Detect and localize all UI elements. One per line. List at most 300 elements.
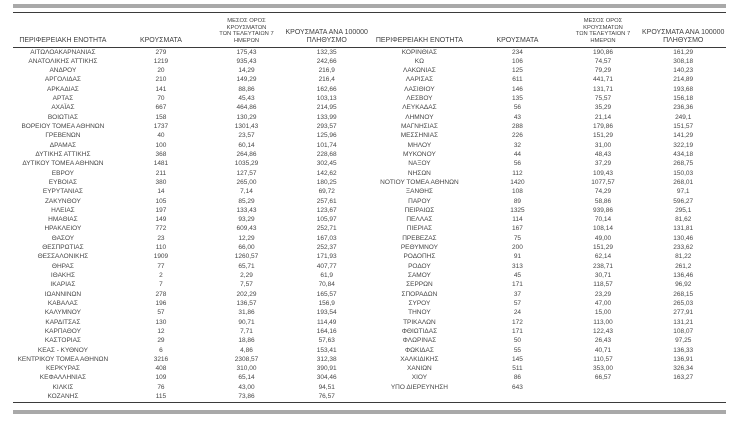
region-cell: ΛΑΚΩΝΙΑΣ xyxy=(403,67,436,75)
region-column-header: ΠΕΡΙΦΕΡΕΙΑΚΗ ΕΝΟΤΗΤΑ xyxy=(370,13,470,47)
table-row xyxy=(370,252,727,261)
per100k-header-line1: ΚΡΟΥΣΜΑΤΑ ΑΝΑ 100000 xyxy=(285,28,368,36)
avg7-cell: 1035,29 xyxy=(234,160,259,168)
per100k-cell: 193,68 xyxy=(673,85,694,93)
region-cell: ΝΑΞΟΥ xyxy=(408,160,431,168)
per100k-cell: 61,9 xyxy=(320,272,334,279)
region-column-header: ΠΕΡΙΦΕΡΕΙΑΚΗ ΕΝΟΤΗΤΑ xyxy=(13,13,113,47)
table-row xyxy=(370,103,727,112)
region-cell: ΕΥΡΥΤΑΝΙΑΣ xyxy=(42,188,83,196)
cases-cell: 1325 xyxy=(510,206,525,214)
avg7-cell: 2308,57 xyxy=(234,355,259,363)
region-cell: ΤΡΙΚΑΛΩΝ xyxy=(403,318,436,326)
avg7-header-line2: ΤΩΝ ΤΕΛΕΥΤΑΙΩΝ 7 ΗΜΕΡΩΝ xyxy=(575,31,631,44)
cases-cell: 643 xyxy=(512,383,523,391)
cases-cell: 171 xyxy=(512,281,523,289)
table-row xyxy=(370,318,727,327)
cases-cell: 313 xyxy=(512,262,523,270)
per100k-cell: 131,21 xyxy=(673,318,694,326)
table-row xyxy=(13,392,370,401)
per100k-cell: 171,93 xyxy=(316,253,337,261)
table-row xyxy=(13,75,370,84)
avg7-cell: 65,71 xyxy=(238,262,255,270)
region-cell: ΗΡΑΚΛΕΙΟΥ xyxy=(44,225,82,233)
cases-cell: 106 xyxy=(512,57,523,65)
avg7-cell: 118,57 xyxy=(593,281,613,289)
table-row xyxy=(370,355,727,364)
region-cell: ΚΕΑΣ - ΚΥΘΝΟΥ xyxy=(37,346,88,354)
per100k-cell: 114,49 xyxy=(317,318,337,326)
avg7-header-line1: ΜΕΣΟΣ ΟΡΟΣ ΚΡΟΥΣΜΑΤΩΝ xyxy=(583,18,623,31)
cases-cell: 1420 xyxy=(510,178,525,186)
avg7-cell: 35,29 xyxy=(594,104,612,112)
per100k-cell: 150,03 xyxy=(673,169,694,177)
region-cell: ΘΗΡΑΣ xyxy=(51,262,74,270)
per100k-cell: 596,27 xyxy=(673,197,694,205)
avg7-cell: 15,00 xyxy=(594,309,612,317)
region-cell: ΓΡΕΒΕΝΩΝ xyxy=(45,132,81,140)
per100k-header-line2: ΠΛΗΘΥΣΜΟ xyxy=(306,36,347,44)
table-row xyxy=(13,178,370,187)
avg7-cell: 109,43 xyxy=(593,169,613,177)
region-cell: ΑΝΔΡΟΥ xyxy=(49,67,77,75)
cases-cell: 112 xyxy=(512,169,523,177)
avg7-cell: 65,14 xyxy=(238,374,255,382)
header-row xyxy=(13,13,370,47)
per100k-header-line2: ΠΛΗΘΥΣΜΟ xyxy=(663,36,704,44)
cases-cell: 12 xyxy=(157,327,165,335)
cases-cell: 772 xyxy=(155,225,167,233)
per100k-cell: 242,66 xyxy=(316,57,337,65)
region-cell: ΚΙΛΚΙΣ xyxy=(52,383,74,391)
per100k-cell: 142,62 xyxy=(316,169,337,177)
avg7-cell: 179,86 xyxy=(593,123,613,130)
per100k-cell: 57,63 xyxy=(318,337,335,345)
cases-cell: 57 xyxy=(513,299,522,307)
per100k-cell: 140,23 xyxy=(673,67,694,75)
per100k-cell: 108,07 xyxy=(673,327,694,335)
cases-cell: 50 xyxy=(513,337,522,345)
avg7-cell: 264,86 xyxy=(236,150,257,158)
avg7-cell xyxy=(566,383,641,392)
avg7-cell: 37,29 xyxy=(594,160,612,168)
avg7-cell: 7,57 xyxy=(240,281,253,289)
table-row xyxy=(13,308,370,317)
cases-cell: 37 xyxy=(513,290,522,298)
avg7-cell: 14,29 xyxy=(238,67,255,75)
table-row xyxy=(370,290,727,299)
region-cell: ΣΑΜΟΥ xyxy=(407,272,431,279)
per100k-cell: 136,33 xyxy=(673,346,694,354)
per100k-cell: 70,84 xyxy=(318,281,335,289)
region-cell: ΘΕΣΣΑΛΟΝΙΚΗΣ xyxy=(37,253,89,261)
per100k-cell: 133,99 xyxy=(316,113,337,121)
region-cell: ΗΜΑΘΙΑΣ xyxy=(48,216,78,224)
table-row xyxy=(370,271,727,280)
regional-cases-table-frame xyxy=(13,12,726,403)
cases-cell: 109 xyxy=(155,374,167,382)
cases-cell: 77 xyxy=(157,262,165,270)
region-cell: ΜΥΚΟΝΟΥ xyxy=(402,150,436,158)
table-row xyxy=(13,252,370,261)
table-row xyxy=(13,169,370,178)
table-row xyxy=(13,47,370,57)
per100k-cell: 214,89 xyxy=(673,76,694,84)
table-row xyxy=(370,308,727,317)
table-row xyxy=(370,383,727,392)
region-cell: ΠΕΙΡΑΙΩΣ xyxy=(404,206,435,214)
cases-cell: 210 xyxy=(155,76,167,84)
region-cell: ΛΗΜΝΟΥ xyxy=(405,113,434,121)
cases-cell: 167 xyxy=(512,225,523,233)
table-row xyxy=(370,75,727,84)
avg7-cell: 58,86 xyxy=(594,197,612,205)
table-row xyxy=(370,197,727,206)
avg7-header-line2: ΤΩΝ ΤΕΛΕΥΤΑΙΩΝ 7 ΗΜΕΡΩΝ xyxy=(219,31,274,44)
avg7-cell: 136,57 xyxy=(236,299,257,307)
region-cell: ΧΙΟΥ xyxy=(411,374,428,382)
per100k-cell: 268,15 xyxy=(673,290,694,298)
region-cell: ΠΙΕΡΙΑΣ xyxy=(406,225,433,233)
avg7-cell: 75,57 xyxy=(594,95,612,103)
table-row xyxy=(370,187,727,196)
per100k-cell: 407,77 xyxy=(316,262,337,270)
per100k-cell: 81,62 xyxy=(675,216,692,224)
table-row xyxy=(370,234,727,243)
per100k-cell: 277,91 xyxy=(673,309,694,317)
table-row xyxy=(13,122,370,131)
region-cell: ΘΕΣΠΡΩΤΙΑΣ xyxy=(42,244,84,252)
per100k-cell: 304,46 xyxy=(316,374,337,382)
region-cell: ΚΟΡΙΝΘΙΑΣ xyxy=(401,48,438,56)
cases-cell: 14 xyxy=(157,188,165,196)
region-cell: ΚΕΝΤΡΙΚΟΥ ΤΟΜΕΑ ΑΘΗΝΩΝ xyxy=(17,355,109,363)
table-row xyxy=(370,66,727,75)
per100k-cell: 193,54 xyxy=(316,309,337,317)
avg7-cell: 23,29 xyxy=(594,290,612,298)
per100k-cell: 161,29 xyxy=(673,48,694,56)
cases-cell: 211 xyxy=(155,169,167,177)
per100k-cell: 216,9 xyxy=(318,67,335,75)
cases-cell: 20 xyxy=(157,67,165,75)
avg7-cell: 1301,43 xyxy=(234,123,259,130)
cases-cell: 1219 xyxy=(153,57,169,65)
table-row xyxy=(13,290,370,299)
avg7-cell: 131,71 xyxy=(593,85,613,93)
region-cell: ΧΑΝΙΩΝ xyxy=(407,365,432,373)
per100k-column-header xyxy=(284,13,370,47)
per100k-cell: 261,2 xyxy=(675,262,692,270)
per100k-cell: 97,25 xyxy=(675,337,692,345)
avg7-cell: 45,43 xyxy=(238,95,255,103)
per100k-cell: 156,9 xyxy=(318,299,335,307)
avg7-cell: 85,29 xyxy=(238,197,255,205)
table-row xyxy=(370,47,727,57)
header-row xyxy=(370,13,727,47)
table-row xyxy=(13,364,370,373)
table-row xyxy=(13,234,370,243)
per100k-cell: 132,35 xyxy=(316,48,337,56)
avg7-header-line1: ΜΕΣΟΣ ΟΡΟΣ ΚΡΟΥΣΜΑΤΩΝ xyxy=(226,18,267,31)
cases-cell: 115 xyxy=(155,393,167,401)
per100k-cell: 105,97 xyxy=(316,216,337,224)
table-right-half xyxy=(370,13,727,392)
cases-cell: 1481 xyxy=(153,160,169,168)
table-row xyxy=(13,355,370,364)
cases-cell: 2 xyxy=(159,272,163,279)
per100k-cell: 156,18 xyxy=(673,95,694,103)
avg7-cell: 74,29 xyxy=(594,188,612,196)
cases-cell: 56 xyxy=(513,160,522,168)
region-cell: ΚΩ xyxy=(414,57,424,65)
per100k-cell: 249,1 xyxy=(675,113,692,121)
table-row xyxy=(370,206,727,215)
cases-cell: 288 xyxy=(512,123,523,130)
cases-cell: 278 xyxy=(155,290,167,298)
cases-cell: 3216 xyxy=(153,355,169,363)
per100k-cell: 125,96 xyxy=(316,132,337,140)
cases-cell: 86 xyxy=(513,374,522,382)
region-cell: ΣΥΡΟΥ xyxy=(408,299,431,307)
per100k-cell: 167,03 xyxy=(316,234,337,242)
cases-cell: 91 xyxy=(513,253,522,261)
cases-cell: 40 xyxy=(157,132,165,140)
cases-cell: 141 xyxy=(155,85,167,93)
cases-cell: 70 xyxy=(157,95,165,103)
avg7-cell: 2,29 xyxy=(240,272,253,279)
region-cell: ΝΗΣΩΝ xyxy=(407,169,431,177)
region-cell: ΦΩΚΙΔΑΣ xyxy=(404,346,434,354)
per100k-cell: 162,66 xyxy=(316,85,337,93)
per100k-cell: 69,72 xyxy=(318,188,335,196)
cases-cell: 24 xyxy=(513,309,522,317)
cases-cell: 135 xyxy=(512,95,523,103)
table-row xyxy=(370,373,727,382)
avg7-cell: 66,00 xyxy=(238,244,255,252)
per100k-cell: 293,57 xyxy=(316,123,337,130)
avg7-cell: 66,57 xyxy=(594,374,612,382)
avg7-cell: 40,71 xyxy=(594,346,612,354)
region-cell: ΑΡΤΑΣ xyxy=(52,95,74,103)
table-row xyxy=(370,215,727,224)
region-cell: ΡΟΔΟΠΗΣ xyxy=(403,253,436,261)
region-cell: ΔΡΑΜΑΣ xyxy=(49,141,77,149)
cases-cell: 6 xyxy=(159,346,163,354)
table-row xyxy=(370,243,727,252)
avg7-cell: 62,14 xyxy=(594,253,612,261)
region-cell: ΤΗΝΟΥ xyxy=(408,309,431,317)
avg7-column-header xyxy=(209,13,284,47)
avg7-cell: 609,43 xyxy=(236,225,257,233)
per100k-cell: 76,57 xyxy=(318,393,335,401)
cases-cell: 89 xyxy=(513,197,522,205)
cases-cell: 368 xyxy=(155,150,167,158)
avg7-cell: 7,14 xyxy=(240,188,253,196)
avg7-cell: 23,57 xyxy=(238,132,255,140)
per100k-cell: 96,92 xyxy=(675,281,692,289)
region-cell: ΚΟΖΑΝΗΣ xyxy=(47,393,79,401)
table-left-half xyxy=(13,13,370,401)
table-row xyxy=(370,113,727,122)
cases-cell: 158 xyxy=(155,113,167,121)
per100k-cell: 257,61 xyxy=(316,197,337,205)
region-cell: ΚΑΒΑΛΑΣ xyxy=(47,299,78,307)
avg7-cell: 48,43 xyxy=(594,150,612,158)
avg7-cell: 47,00 xyxy=(594,299,612,307)
cases-cell: 146 xyxy=(512,85,523,93)
per100k-cell: 295,1 xyxy=(675,206,692,214)
region-cell: ΑΝΑΤΟΛΙΚΗΣ ΑΤΤΙΚΗΣ xyxy=(28,57,98,65)
table-row xyxy=(370,150,727,159)
table-row xyxy=(370,299,727,308)
per100k-cell: 252,37 xyxy=(316,244,337,252)
avg7-cell: 265,00 xyxy=(236,178,257,186)
avg7-cell: 88,86 xyxy=(238,85,255,93)
per100k-cell: 268,75 xyxy=(673,160,694,168)
region-cell: ΕΒΡΟΥ xyxy=(51,169,74,177)
region-cell: ΔΥΤΙΚΟΥ ΤΟΜΕΑ ΑΘΗΝΩΝ xyxy=(22,160,104,168)
table-row xyxy=(370,141,727,150)
table-row xyxy=(13,373,370,382)
region-cell: ΔΥΤΙΚΗΣ ΑΤΤΙΚΗΣ xyxy=(35,150,91,158)
per100k-cell: 434,18 xyxy=(673,150,694,158)
table-row xyxy=(370,178,727,187)
per100k-cell: 164,16 xyxy=(316,327,337,335)
avg7-cell: 133,43 xyxy=(236,206,257,214)
region-cell: ΚΕΡΚΥΡΑΣ xyxy=(45,365,80,373)
region-cell: ΒΟΙΩΤΙΑΣ xyxy=(47,113,78,121)
table-row xyxy=(13,66,370,75)
avg7-cell: 21,14 xyxy=(594,113,612,121)
region-cell: ΚΑΣΤΟΡΙΑΣ xyxy=(44,337,81,345)
per100k-cell: 103,13 xyxy=(316,95,337,103)
cases-cell: 110 xyxy=(155,244,167,252)
table-row xyxy=(370,280,727,289)
cases-cell: 108 xyxy=(512,188,523,196)
region-cell: ΧΑΛΚΙΔΙΚΗΣ xyxy=(400,355,439,363)
avg7-cell: 90,71 xyxy=(238,318,255,326)
region-cell: ΖΑΚΥΝΘΟΥ xyxy=(44,197,81,205)
avg7-cell: 31,86 xyxy=(238,309,255,317)
avg7-cell: 939,86 xyxy=(593,206,613,214)
cases-cell: 279 xyxy=(155,48,167,56)
avg7-cell: 122,43 xyxy=(593,327,613,335)
table-row xyxy=(13,299,370,308)
region-cell: ΠΕΛΛΑΣ xyxy=(406,216,433,224)
avg7-cell: 310,00 xyxy=(236,365,257,373)
region-cell: ΛΕΣΒΟΥ xyxy=(406,95,433,103)
per100k-cell: 180,25 xyxy=(316,178,337,186)
per100k-cell: 130,46 xyxy=(673,234,694,242)
avg7-column-header xyxy=(566,13,641,47)
cases-column-header: ΚΡΟΥΣΜΑΤΑ xyxy=(113,13,209,47)
per100k-cell: 131,81 xyxy=(673,225,694,233)
per100k-cell xyxy=(640,383,726,392)
region-cell: ΣΠΟΡΑΔΩΝ xyxy=(401,290,438,298)
table-row xyxy=(13,280,370,289)
cases-cell: 76 xyxy=(157,383,165,391)
region-cell: ΑΡΓΟΛΙΔΑΣ xyxy=(44,76,81,84)
cases-cell: 7 xyxy=(159,281,163,289)
per100k-cell: 268,01 xyxy=(673,178,694,186)
avg7-cell: 127,57 xyxy=(236,169,257,177)
region-cell: ΑΧΑΪΑΣ xyxy=(51,104,75,112)
per100k-cell: 302,45 xyxy=(316,160,337,168)
table-row xyxy=(370,327,727,336)
per100k-cell: 308,18 xyxy=(673,57,694,65)
table-row xyxy=(13,383,370,392)
region-cell: ΙΘΑΚΗΣ xyxy=(50,272,75,279)
table-row xyxy=(13,206,370,215)
cases-cell: 44 xyxy=(513,150,522,158)
region-cell: ΥΠΟ ΔΙΕΡΕΥΝΗΣΗ xyxy=(390,383,448,391)
avg7-cell: 190,86 xyxy=(593,48,613,56)
cases-column-header: ΚΡΟΥΣΜΑΤΑ xyxy=(469,13,565,47)
avg7-cell: 60,14 xyxy=(238,141,255,149)
cases-cell: 197 xyxy=(155,206,167,214)
region-cell: ΦΘΙΩΤΙΔΑΣ xyxy=(401,327,438,335)
table-row xyxy=(13,262,370,271)
table-row xyxy=(370,94,727,103)
table-row xyxy=(13,131,370,140)
cases-cell: 667 xyxy=(155,104,167,112)
avg7-cell: 151,29 xyxy=(593,132,613,140)
cases-cell: 32 xyxy=(513,141,522,149)
per100k-cell: 101,74 xyxy=(316,141,337,149)
avg7-cell: 464,86 xyxy=(236,104,257,112)
cases-cell: 234 xyxy=(512,48,523,56)
avg7-cell: 202,29 xyxy=(236,290,257,298)
region-cell: ΒΟΡΕΙΟΥ ΤΟΜΕΑ ΑΘΗΝΩΝ xyxy=(21,123,105,130)
avg7-cell: 26,43 xyxy=(594,337,612,345)
cases-cell: 45 xyxy=(513,272,522,279)
region-cell: ΚΕΦΑΛΛΗΝΙΑΣ xyxy=(39,374,87,382)
table-row xyxy=(13,224,370,233)
region-cell: ΙΩΑΝΝΙΝΩΝ xyxy=(44,290,82,298)
cases-cell: 75 xyxy=(513,234,522,242)
bottom-divider-bar xyxy=(13,410,726,414)
avg7-cell: 113,00 xyxy=(593,318,613,326)
table-row xyxy=(13,187,370,196)
region-cell: ΡΟΔΟΥ xyxy=(408,262,431,270)
avg7-cell: 12,29 xyxy=(238,234,255,242)
region-cell: ΛΕΥΚΑΔΑΣ xyxy=(402,104,437,112)
table-row xyxy=(13,150,370,159)
per100k-cell: 265,03 xyxy=(673,299,694,307)
region-cell: ΗΛΕΙΑΣ xyxy=(51,206,75,214)
cases-cell: 125 xyxy=(512,67,523,75)
avg7-cell: 1260,57 xyxy=(234,253,259,261)
avg7-cell: 74,57 xyxy=(594,57,612,65)
per100k-header-line1: ΚΡΟΥΣΜΑΤΑ ΑΝΑ 100000 xyxy=(641,28,725,36)
region-cell: ΠΡΕΒΕΖΑΣ xyxy=(402,234,437,242)
table-row xyxy=(370,57,727,66)
cases-cell: 380 xyxy=(155,178,167,186)
region-cell: ΚΑΡΔΙΤΣΑΣ xyxy=(45,318,81,326)
avg7-cell: 49,00 xyxy=(594,234,612,242)
cases-cell: 511 xyxy=(512,365,523,373)
cases-cell: 408 xyxy=(155,365,167,373)
cases-cell: 145 xyxy=(512,355,523,363)
per100k-cell: 228,68 xyxy=(316,150,337,158)
cases-cell: 171 xyxy=(512,327,523,335)
cases-cell: 196 xyxy=(155,299,167,307)
cases-cell: 172 xyxy=(512,318,523,326)
region-cell: ΕΥΒΟΙΑΣ xyxy=(48,178,78,186)
avg7-cell: 30,71 xyxy=(594,272,612,279)
table-row xyxy=(370,169,727,178)
region-cell: ΜΑΓΝΗΣΙΑΣ xyxy=(400,123,438,130)
